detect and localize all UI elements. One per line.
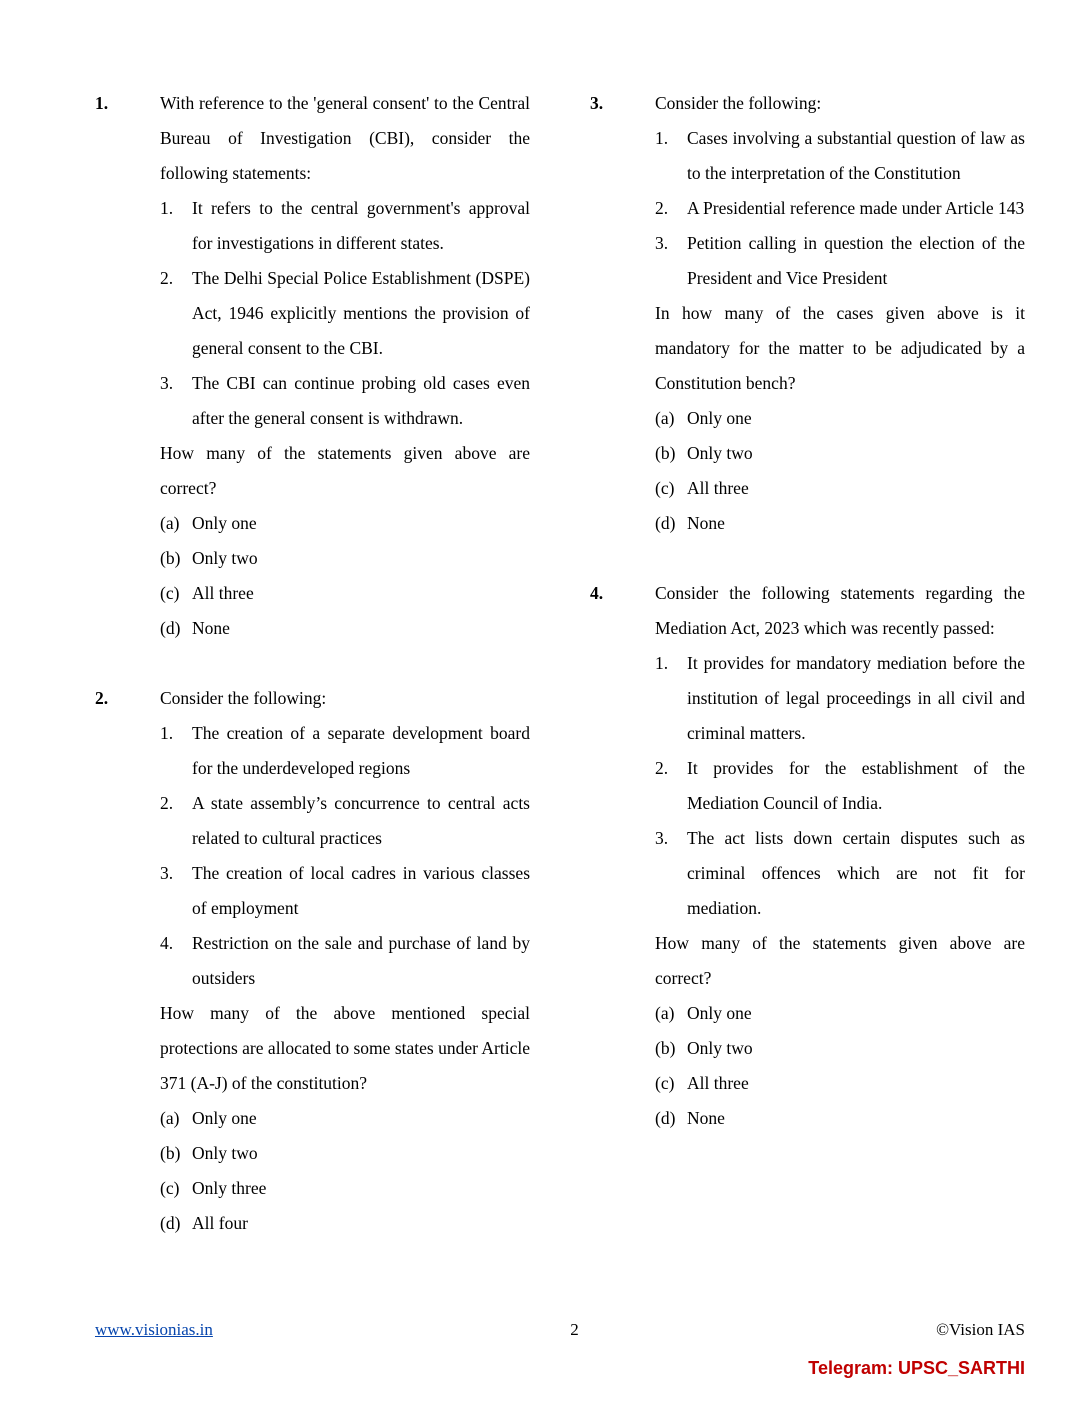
option-text: Only two (687, 443, 753, 463)
statement-number: 3. (655, 828, 669, 848)
option-text: None (687, 1108, 725, 1128)
option-label: (b) (160, 1143, 181, 1163)
statement-text: The act lists down certain disputes such as criminal offences which are not fit for mediation. (687, 828, 1025, 918)
answer-option (160, 611, 530, 646)
option-label: (c) (160, 1178, 180, 1198)
statement-number: 1. (655, 653, 669, 673)
option-text: Only three (192, 1178, 267, 1198)
left-column (95, 86, 530, 1276)
page-number: 2 (570, 1320, 579, 1339)
statement-item (160, 716, 530, 786)
answer-option (160, 1206, 530, 1241)
answer-option (160, 1136, 530, 1171)
statement-list (655, 121, 1025, 296)
option-text: None (687, 513, 725, 533)
statement-item (160, 926, 530, 996)
question-prompt: How many of the above mentioned special protections are allocated to some states under Article 371 (A-J) of the constitution? (160, 1003, 530, 1093)
option-label: (b) (655, 1038, 676, 1058)
answer-option (160, 1171, 530, 1206)
statement-text: A Presidential reference made under Article 143 (687, 198, 1025, 218)
option-label: (a) (655, 408, 675, 428)
answer-option (655, 996, 1025, 1031)
statement-text: The Delhi Special Police Establishment (DSPE) Act, 1946 explicitly mentions the provision of general consent to the CBI. (192, 268, 530, 358)
footer (95, 1318, 1025, 1342)
answer-option (655, 401, 1025, 436)
option-label: (c) (655, 478, 675, 498)
answer-option (655, 1066, 1025, 1101)
question-intro: With reference to the 'general consent' to the Central Bureau of Investigation (CBI), consider the following statements: (160, 93, 530, 183)
statement-number: 3. (160, 373, 174, 393)
option-text: Only two (192, 1143, 258, 1163)
statement-number: 1. (160, 198, 174, 218)
statement-text: The CBI can continue probing old cases even after the general consent is withdrawn. (192, 373, 530, 428)
statement-item (655, 226, 1025, 296)
statement-number: 2. (655, 758, 669, 778)
option-label: (c) (655, 1073, 675, 1093)
statement-list (160, 191, 530, 436)
question-prompt: How many of the statements given above are correct? (160, 443, 530, 498)
option-list (160, 1101, 530, 1241)
statement-item (160, 366, 530, 436)
statement-number: 3. (160, 863, 174, 883)
option-text: Only one (192, 513, 257, 533)
option-list (655, 996, 1025, 1136)
question-number: 1. (95, 93, 109, 113)
answer-option (160, 506, 530, 541)
question-body (160, 86, 530, 646)
statement-item (655, 121, 1025, 191)
statement-text: A state assembly’s concurrence to central acts related to cultural practices (192, 793, 530, 848)
statement-number: 3. (655, 233, 669, 253)
statement-number: 2. (160, 268, 174, 288)
statement-item (655, 821, 1025, 926)
option-label: (d) (655, 513, 676, 533)
statement-item (655, 191, 1025, 226)
question-2 (95, 681, 530, 1241)
copyright-notice: ©Vision IAS (936, 1320, 1025, 1339)
question-body (655, 576, 1025, 1136)
option-text: Only two (192, 548, 258, 568)
question-1 (95, 86, 530, 646)
option-label: (d) (160, 618, 181, 638)
statement-item (160, 191, 530, 261)
question-prompt: How many of the statements given above are correct? (655, 933, 1025, 988)
option-label: (c) (160, 583, 180, 603)
option-label: (a) (160, 1108, 180, 1128)
statement-text: It provides for mandatory mediation before the institution of legal proceedings in all civil and criminal matters. (687, 653, 1025, 743)
question-intro: Consider the following: (160, 688, 327, 708)
answer-option (655, 1031, 1025, 1066)
answer-option (160, 1101, 530, 1136)
statement-list (655, 646, 1025, 926)
statement-item (160, 261, 530, 366)
statement-text: Petition calling in question the election of the President and Vice President (687, 233, 1025, 288)
option-text: All four (192, 1213, 248, 1233)
question-intro: Consider the following: (655, 93, 822, 113)
statement-number: 2. (160, 793, 174, 813)
option-text: All three (687, 1073, 749, 1093)
option-label: (d) (655, 1108, 676, 1128)
answer-option (655, 471, 1025, 506)
question-body (655, 86, 1025, 541)
option-text: Only one (687, 1003, 752, 1023)
statement-text: The creation of a separate development board for the underdeveloped regions (192, 723, 530, 778)
statement-text: Restriction on the sale and purchase of land by outsiders (192, 933, 530, 988)
statement-number: 4. (160, 933, 174, 953)
option-label: (a) (655, 1003, 675, 1023)
statement-text: The creation of local cadres in various classes of employment (192, 863, 530, 918)
option-label: (b) (655, 443, 676, 463)
question-prompt: In how many of the cases given above is it mandatory for the matter to be adjudicated by a Constitution bench? (655, 303, 1025, 393)
option-list (655, 401, 1025, 541)
option-label: (b) (160, 548, 181, 568)
statement-item (655, 751, 1025, 821)
question-intro: Consider the following statements regarding the Mediation Act, 2023 which was recently passed: (655, 583, 1025, 638)
option-text: All three (687, 478, 749, 498)
statement-text: Cases involving a substantial question of law as to the interpretation of the Constitution (687, 128, 1025, 183)
option-text: All three (192, 583, 254, 603)
statement-item (655, 646, 1025, 751)
website-link[interactable]: www.visionias.in (95, 1320, 213, 1339)
answer-option (160, 576, 530, 611)
answer-option (655, 506, 1025, 541)
statement-text: It provides for the establishment of the Mediation Council of India. (687, 758, 1025, 813)
option-text: Only one (192, 1108, 257, 1128)
question-body (160, 681, 530, 1241)
option-text: None (192, 618, 230, 638)
option-text: Only one (687, 408, 752, 428)
statement-item (160, 856, 530, 926)
answer-option (655, 436, 1025, 471)
statement-item (160, 786, 530, 856)
statement-number: 1. (160, 723, 174, 743)
question-number: 3. (590, 93, 604, 113)
option-list (160, 506, 530, 646)
telegram-note: Telegram: UPSC_SARTHI (808, 1358, 1025, 1378)
option-label: (a) (160, 513, 180, 533)
right-column (590, 86, 1025, 1276)
statement-number: 1. (655, 128, 669, 148)
question-number: 4. (590, 583, 604, 603)
question-3 (590, 86, 1025, 541)
question-4 (590, 576, 1025, 1136)
statement-number: 2. (655, 198, 669, 218)
option-label: (d) (160, 1213, 181, 1233)
statement-text: It refers to the central government's approval for investigations in different states. (192, 198, 530, 253)
statement-list (160, 716, 530, 996)
option-text: Only two (687, 1038, 753, 1058)
answer-option (160, 541, 530, 576)
answer-option (655, 1101, 1025, 1136)
question-number: 2. (95, 688, 109, 708)
